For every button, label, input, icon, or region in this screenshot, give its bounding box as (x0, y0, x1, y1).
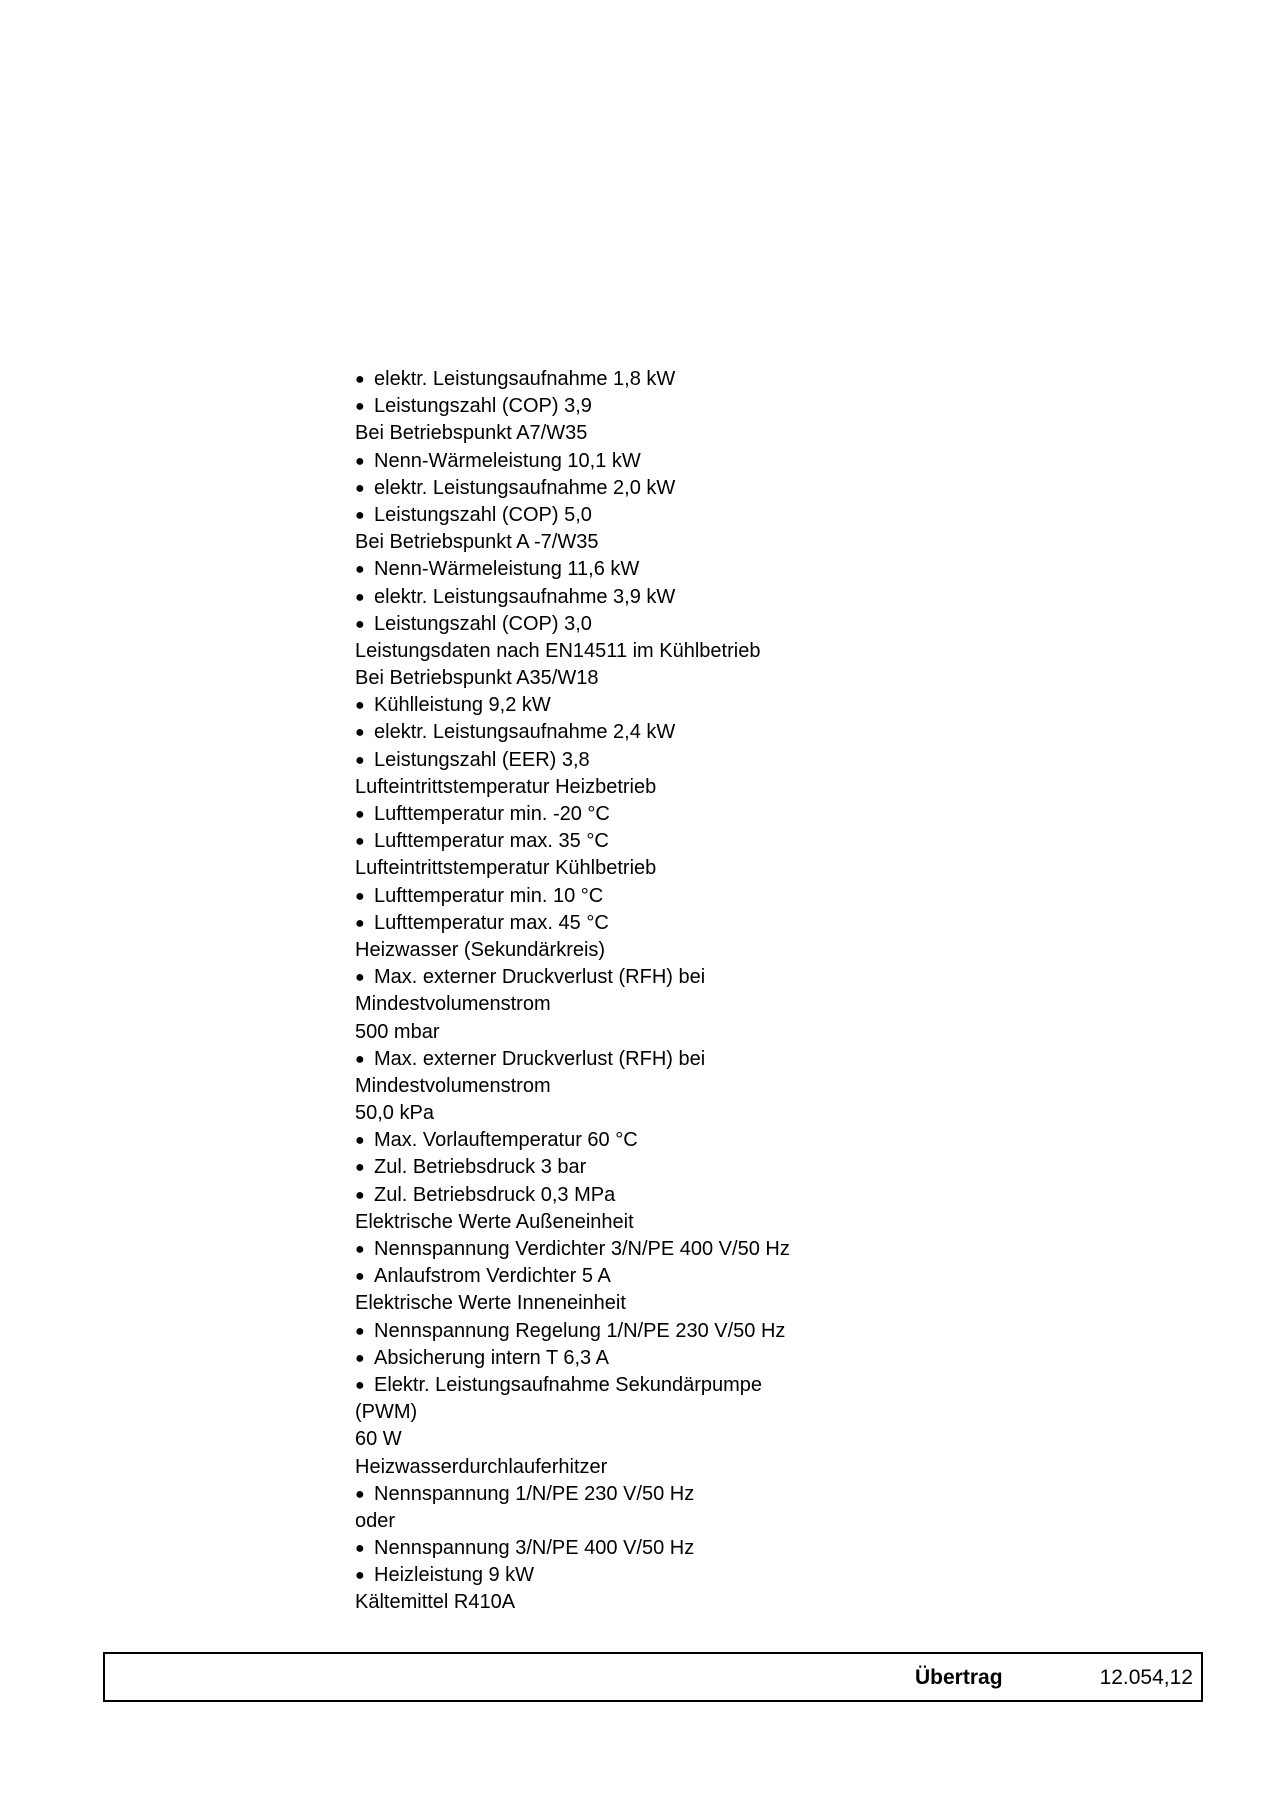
bullet-icon: ● (355, 969, 365, 987)
spec-bullet-item (355, 1562, 915, 1589)
spec-bullet-item (355, 1236, 915, 1263)
spec-text: Heizwasser (Sekundärkreis) (355, 938, 606, 961)
spec-text: Elektr. Leistungsaufnahme Sekundärpumpe (374, 1373, 763, 1396)
bullet-icon: ● (355, 1322, 365, 1340)
spec-line (355, 1454, 915, 1481)
bullet-icon: ● (355, 1241, 365, 1258)
spec-line (355, 774, 915, 801)
spec-bullet-item (355, 719, 915, 746)
spec-bullet-item (355, 1182, 915, 1209)
spec-text: 60 W (355, 1428, 402, 1451)
spec-bullet-item (355, 964, 915, 991)
spec-bullet-item (355, 1127, 915, 1154)
spec-text: Lufteintrittstemperatur Kühlbetrieb (355, 857, 657, 880)
spec-text: Heizleistung 9 kW (374, 1564, 535, 1587)
carry-over-value: 12.054,12 (1099, 1666, 1193, 1689)
spec-line (355, 991, 915, 1018)
spec-text: Leistungszahl (COP) 5,0 (374, 503, 592, 526)
spec-text: Anlaufstrom Verdichter 5 A (374, 1265, 611, 1288)
spec-text: Bei Betriebspunkt A7/W35 (355, 422, 588, 445)
bullet-icon: ● (355, 588, 365, 606)
spec-line (355, 1290, 915, 1317)
bullet-icon: ● (355, 806, 365, 823)
spec-bullet-item (355, 475, 915, 502)
spec-line (355, 665, 915, 692)
spec-bullet-item (355, 1481, 915, 1508)
spec-text: Elektrische Werte Inneneinheit (355, 1292, 626, 1315)
bullet-icon: ● (355, 1186, 365, 1204)
spec-text: Nennspannung 3/N/PE 400 V/50 Hz (374, 1537, 695, 1560)
spec-line (355, 638, 915, 665)
bullet-icon: ● (355, 1132, 365, 1150)
spec-bullet-item (355, 692, 915, 719)
spec-text: Mindestvolumenstrom (355, 993, 551, 1016)
spec-text: 500 mbar (355, 1020, 440, 1043)
spec-text: Nennspannung Verdichter 3/N/PE 400 V/50 Hz (374, 1238, 790, 1260)
spec-line (355, 420, 915, 447)
bullet-icon: ● (355, 398, 365, 416)
spec-text: Bei Betriebspunkt A -7/W35 (355, 531, 599, 554)
spec-text: Nenn-Wärmeleistung 10,1 kW (374, 449, 641, 472)
spec-bullet-item (355, 611, 915, 638)
spec-bullet-item (355, 502, 915, 529)
spec-bullet-item (355, 448, 915, 475)
spec-text: elektr. Leistungsaufnahme 2,4 kW (374, 721, 676, 744)
spec-text: Kältemittel R410A (355, 1591, 516, 1614)
spec-text: 50,0 kPa (355, 1102, 434, 1125)
spec-text: Leistungszahl (COP) 3,0 (374, 612, 592, 635)
spec-text: (PWM) (355, 1401, 418, 1424)
bullet-icon: ● (355, 1050, 365, 1068)
spec-bullet-item (355, 1345, 915, 1372)
bullet-icon: ● (355, 751, 365, 769)
bullet-icon: ● (355, 1567, 365, 1585)
spec-line (355, 1209, 915, 1236)
spec-line (355, 529, 915, 556)
spec-text: Lufteintrittstemperatur Heizbetrieb (355, 775, 657, 798)
spec-line (355, 1426, 915, 1453)
spec-text: Max. externer Druckverlust (RFH) bei (374, 966, 706, 989)
spec-bullet-item (355, 910, 915, 937)
spec-line (355, 1399, 915, 1426)
bullet-icon: ● (355, 914, 365, 932)
spec-bullet-item (355, 1154, 915, 1181)
spec-bullet-item (355, 1535, 915, 1562)
bullet-icon: ● (355, 1159, 365, 1177)
spec-line (355, 1073, 915, 1100)
spec-bullet-item (355, 556, 915, 583)
spec-text: Lufttemperatur min. 10 °C (374, 884, 604, 907)
spec-text: Lufttemperatur min. -20 °C (374, 803, 610, 825)
spec-text: oder (355, 1509, 396, 1532)
spec-text: Max. externer Druckverlust (RFH) bei (374, 1047, 706, 1070)
bullet-icon: ● (355, 506, 365, 524)
spec-text: Nennspannung Regelung 1/N/PE 230 V/50 Hz (374, 1319, 786, 1342)
spec-bullet-item (355, 584, 915, 611)
bullet-icon: ● (355, 615, 365, 633)
bullet-icon: ● (355, 1540, 365, 1558)
spec-bullet-item (355, 883, 915, 910)
spec-line (355, 1508, 915, 1535)
spec-bullet-item (355, 1263, 915, 1290)
spec-text: Mindestvolumenstrom (355, 1074, 551, 1097)
spec-text: Leistungszahl (EER) 3,8 (374, 748, 590, 771)
carry-over-box (103, 1652, 1203, 1702)
bullet-icon: ● (355, 1268, 365, 1286)
spec-bullet-item (355, 1318, 915, 1345)
bullet-icon: ● (355, 724, 365, 742)
carry-over-label: Übertrag (915, 1666, 1003, 1689)
bullet-icon: ● (355, 561, 365, 579)
spec-text: elektr. Leistungsaufnahme 1,8 kW (374, 368, 676, 390)
bullet-icon: ● (355, 1376, 365, 1394)
spec-text: elektr. Leistungsaufnahme 3,9 kW (374, 585, 676, 608)
bullet-icon: ● (355, 833, 365, 851)
spec-line (355, 1100, 915, 1127)
spec-bullet-item (355, 1046, 915, 1073)
spec-text: Kühlleistung 9,2 kW (374, 694, 551, 717)
spec-bullet-item (355, 801, 915, 828)
bullet-icon: ● (355, 371, 365, 388)
spec-bullet-item (355, 828, 915, 855)
spec-list (355, 366, 915, 1617)
spec-text: Heizwasserdurchlauferhitzer (355, 1455, 608, 1478)
spec-text: Zul. Betriebsdruck 3 bar (374, 1156, 587, 1179)
spec-bullet-item (355, 393, 915, 420)
bullet-icon: ● (355, 1485, 365, 1503)
spec-text: Bei Betriebspunkt A35/W18 (355, 667, 599, 690)
spec-text: Leistungsdaten nach EN14511 im Kühlbetrieb (355, 639, 761, 662)
spec-text: Nenn-Wärmeleistung 11,6 kW (374, 558, 640, 581)
spec-text: Leistungszahl (COP) 3,9 (374, 395, 592, 418)
spec-line (355, 1589, 915, 1616)
bullet-icon: ● (355, 452, 365, 470)
spec-bullet-item (355, 1372, 915, 1399)
bullet-icon: ● (355, 1349, 365, 1367)
spec-text: elektr. Leistungsaufnahme 2,0 kW (374, 476, 676, 499)
bullet-icon: ● (355, 887, 365, 905)
spec-line (355, 855, 915, 882)
spec-line (355, 937, 915, 964)
spec-text: Max. Vorlauftemperatur 60 °C (374, 1129, 638, 1152)
spec-bullet-item (355, 747, 915, 774)
bullet-icon: ● (355, 697, 365, 715)
bullet-icon: ● (355, 479, 365, 497)
spec-text: Lufttemperatur max. 35 °C (374, 830, 609, 853)
spec-line (355, 1019, 915, 1046)
spec-text: Nennspannung 1/N/PE 230 V/50 Hz (374, 1482, 695, 1505)
spec-text: Lufttemperatur max. 45 °C (374, 911, 609, 934)
spec-bullet-item (355, 366, 915, 393)
spec-text: Zul. Betriebsdruck 0,3 MPa (374, 1183, 616, 1206)
spec-text: Elektrische Werte Außeneinheit (355, 1210, 634, 1233)
spec-text: Absicherung intern T 6,3 A (374, 1346, 609, 1369)
